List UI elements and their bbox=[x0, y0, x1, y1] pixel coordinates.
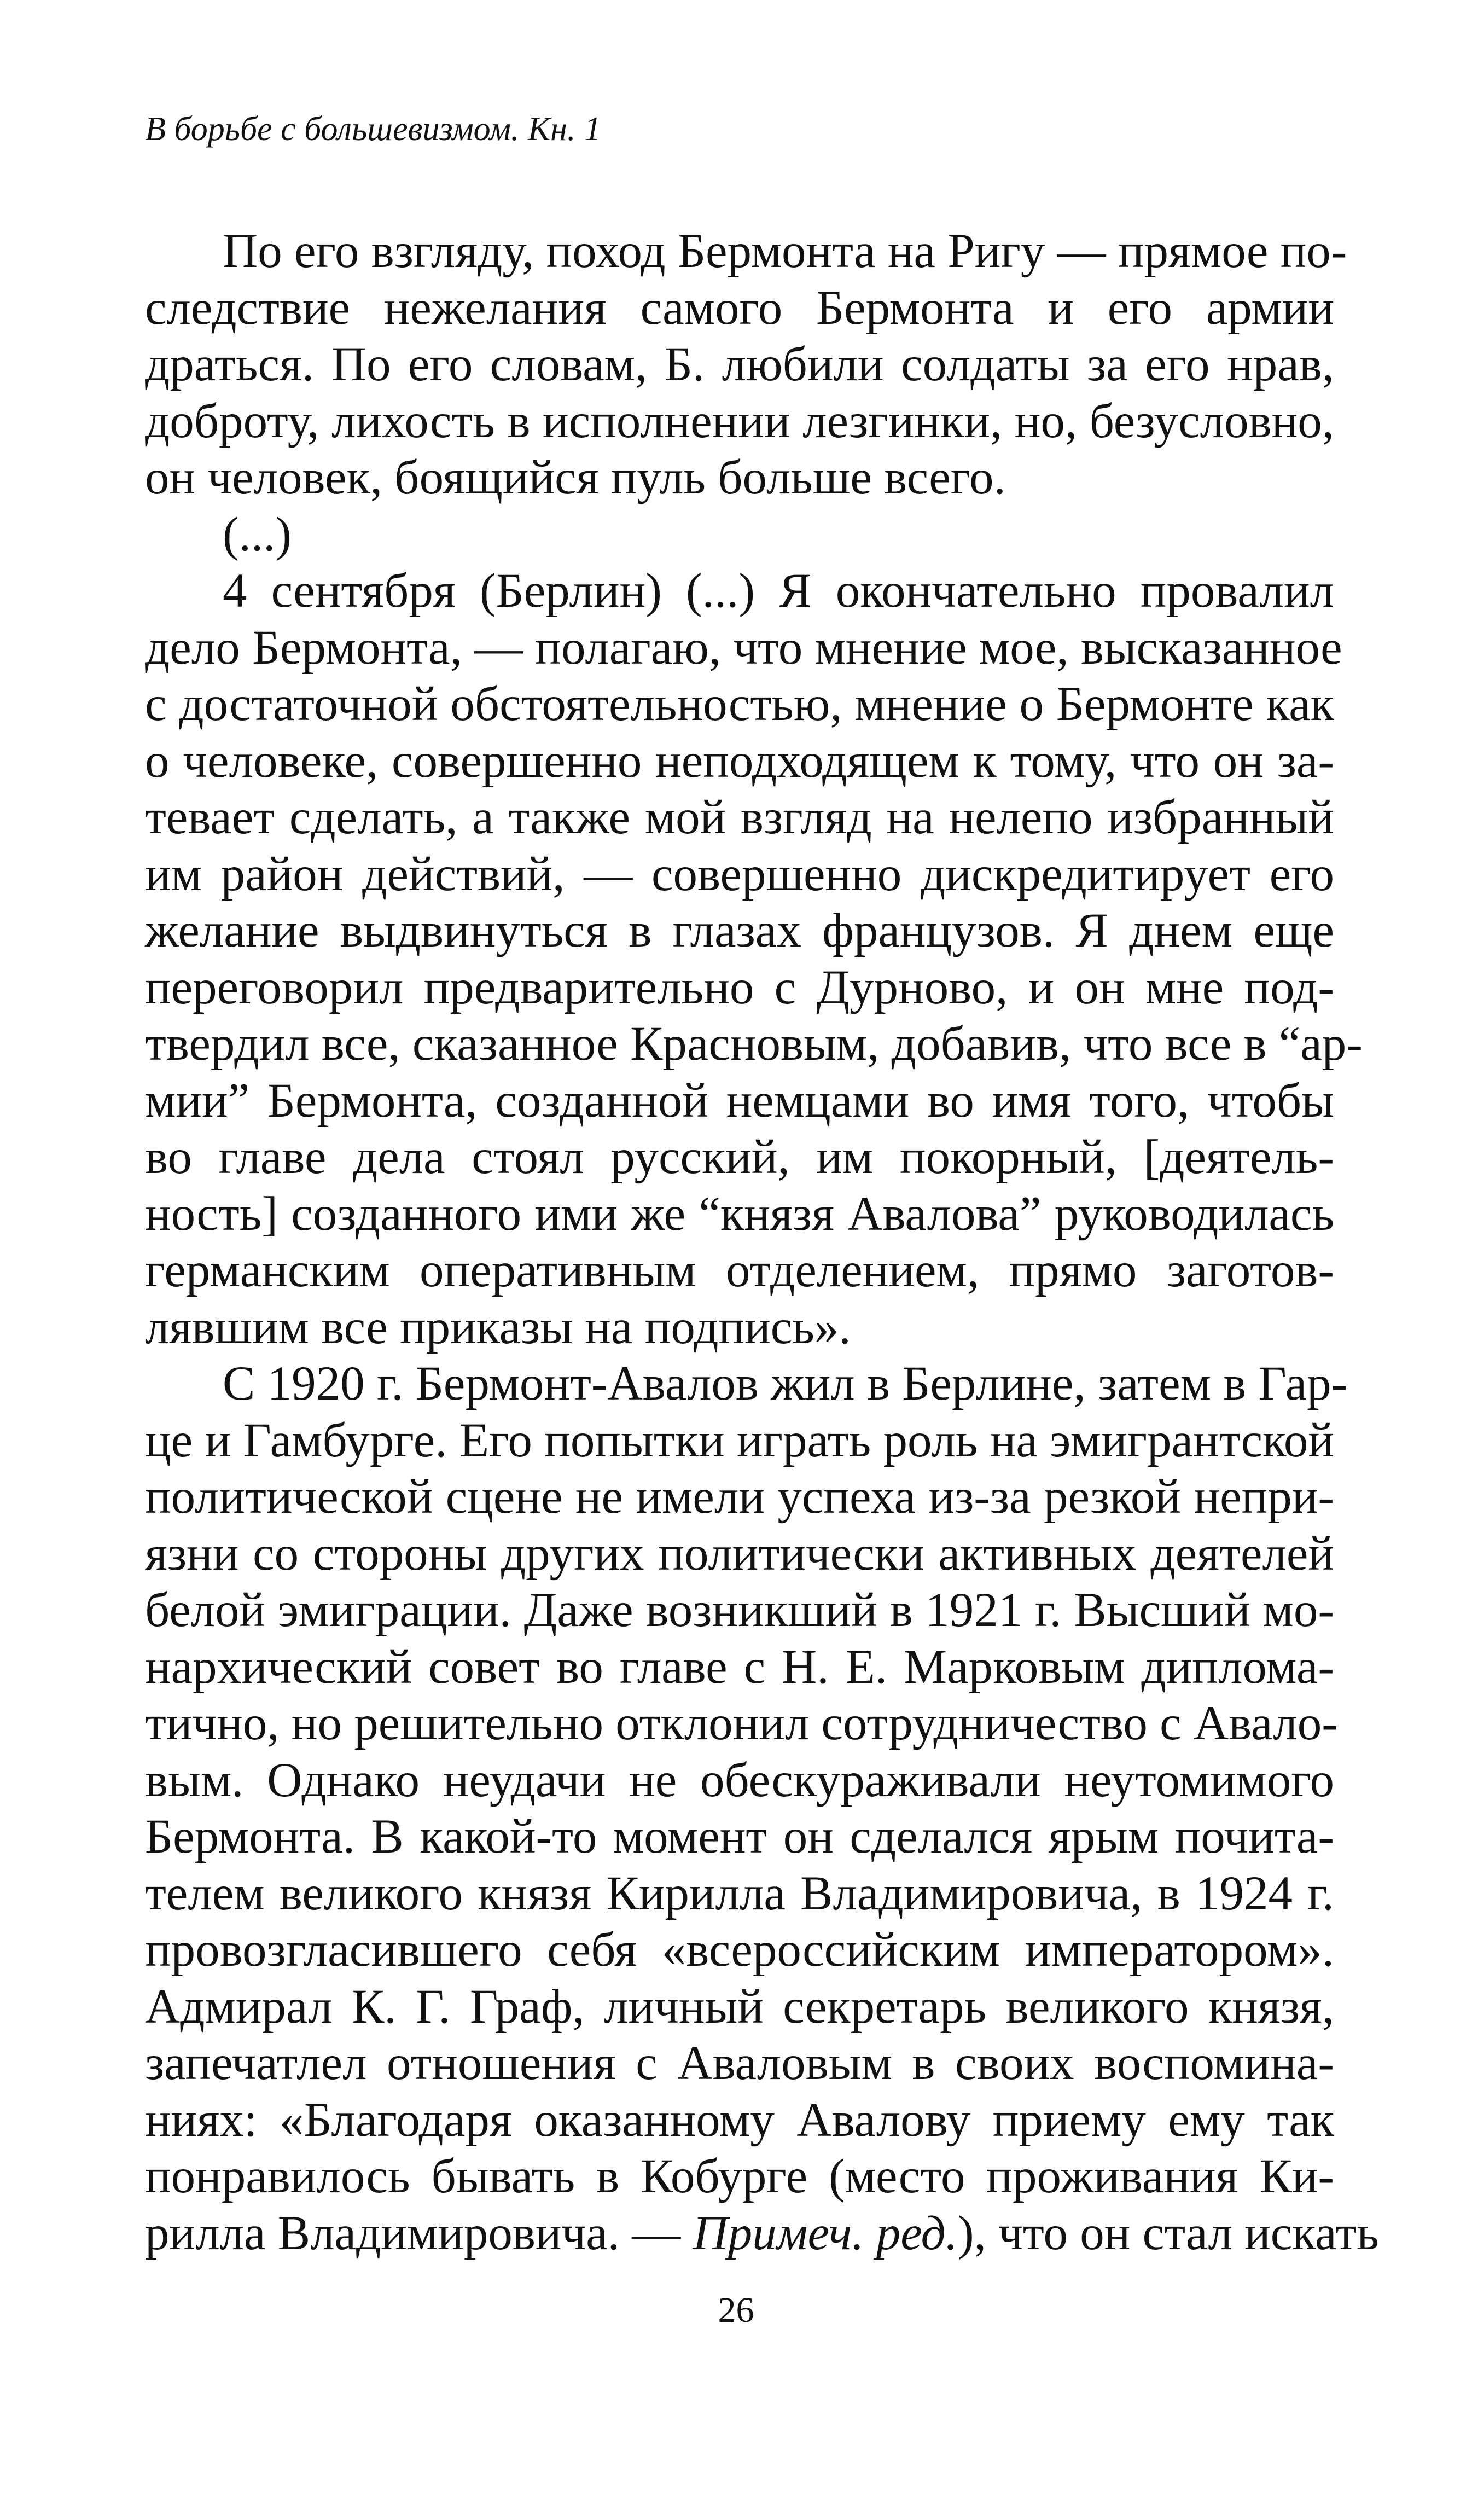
text-line-final bbox=[145, 2205, 1379, 2262]
text-line: желание выдвинуться в глазах французов. Я днем еще bbox=[145, 904, 1334, 957]
text-line: им район действий, — совершенно дискредитирует его bbox=[145, 847, 1334, 901]
text-line: провозгласившего себя «всероссийским императором». bbox=[145, 1923, 1334, 1977]
text-line: це и Гамбурге. Его попытки играть роль на эмигрантской bbox=[145, 1413, 1334, 1467]
text-line: тевает сделать, а также мой взгляд на нелепо избранный bbox=[145, 791, 1334, 844]
text-line: твердил все, сказанное Красновым, добавив, что все в “ар- bbox=[145, 1017, 1363, 1071]
text-line: о человеке, совершенно неподходящем к тому, что он за- bbox=[145, 734, 1334, 788]
text-line: следствие нежелания самого Бермонта и его армии bbox=[145, 281, 1334, 335]
text-line: телем великого князя Кирилла Владимировича, в 1924 г. bbox=[145, 1866, 1334, 1920]
text-line: вым. Однако неудачи не обескураживали неутомимого bbox=[145, 1753, 1334, 1807]
text-segment: ), что он стал искать bbox=[957, 2206, 1379, 2260]
text-line: 4 сентября (Берлин) (...) Я окончательно провалил bbox=[223, 564, 1334, 618]
text-line: Адмирал К. Г. Граф, личный секретарь великого князя, bbox=[145, 1979, 1334, 2034]
text-line: Бермонта. В какой-то момент он сделался ярым почита- bbox=[145, 1810, 1334, 1863]
text-line: дело Бермонта, — полагаю, что мнение мое, высказанное bbox=[145, 620, 1342, 675]
text-line: лявшим все приказы на подпись». bbox=[145, 1300, 851, 1354]
text-line: германским оперативным отделением, прямо заготов- bbox=[145, 1244, 1334, 1297]
text-line: белой эмиграции. Даже возникший в 1921 г. Высший мо- bbox=[145, 1583, 1334, 1637]
text-line: с достаточной обстоятельностью, мнение о Бермонте как bbox=[145, 677, 1334, 731]
text-line: мии” Бермонта, созданной немцами во имя того, чтобы bbox=[145, 1073, 1334, 1128]
running-header: В борьбе с большевизмом. Кн. 1 bbox=[145, 111, 601, 148]
text-line: доброту, лихость в исполнении лезгинки, но, безусловно, bbox=[145, 394, 1334, 448]
text-line: язни со стороны других политически активных деятелей bbox=[145, 1526, 1334, 1581]
editor-note-italic: Примеч. ред. bbox=[693, 2206, 958, 2260]
text-line: политической сцене не имели успеха из-за резкой непри- bbox=[145, 1470, 1334, 1524]
text-line: во главе дела стоял русский, им покорный, [деятель- bbox=[145, 1130, 1334, 1184]
text-line: переговорил предварительно с Дурново, и он мне под- bbox=[145, 960, 1334, 1014]
text-line: драться. По его словам, Б. любили солдаты за его нрав, bbox=[145, 338, 1334, 391]
text-line: запечатлел отношения с Аваловым в своих воспомина- bbox=[145, 2036, 1334, 2090]
text-segment: рилла Владимировича. — bbox=[145, 2206, 693, 2260]
page-number: 26 bbox=[718, 2290, 754, 2330]
text-line: С 1920 г. Бермонт-Авалов жил в Берлине, затем в Гар- bbox=[223, 1357, 1348, 1410]
text-line: (...) bbox=[223, 507, 292, 561]
text-line: нархический совет во главе с Н. Е. Марковым диплома- bbox=[145, 1640, 1334, 1694]
text-line: По его взгляду, поход Бермонта на Ригу — прямое по- bbox=[223, 224, 1347, 278]
text-line: ниях: «Благодаря оказанному Авалову приему ему так bbox=[145, 2093, 1334, 2147]
text-line: ность] созданного ими же “князя Авалова” руководилась bbox=[145, 1187, 1334, 1241]
text-line: понравилось бывать в Кобурге (место проживания Ки- bbox=[145, 2150, 1334, 2203]
text-line: тично, но решительно отклонил сотрудничество с Авало- bbox=[145, 1697, 1338, 1750]
text-line: он человек, боящийся пуль больше всего. bbox=[145, 451, 1006, 504]
body-text bbox=[145, 223, 1379, 2262]
